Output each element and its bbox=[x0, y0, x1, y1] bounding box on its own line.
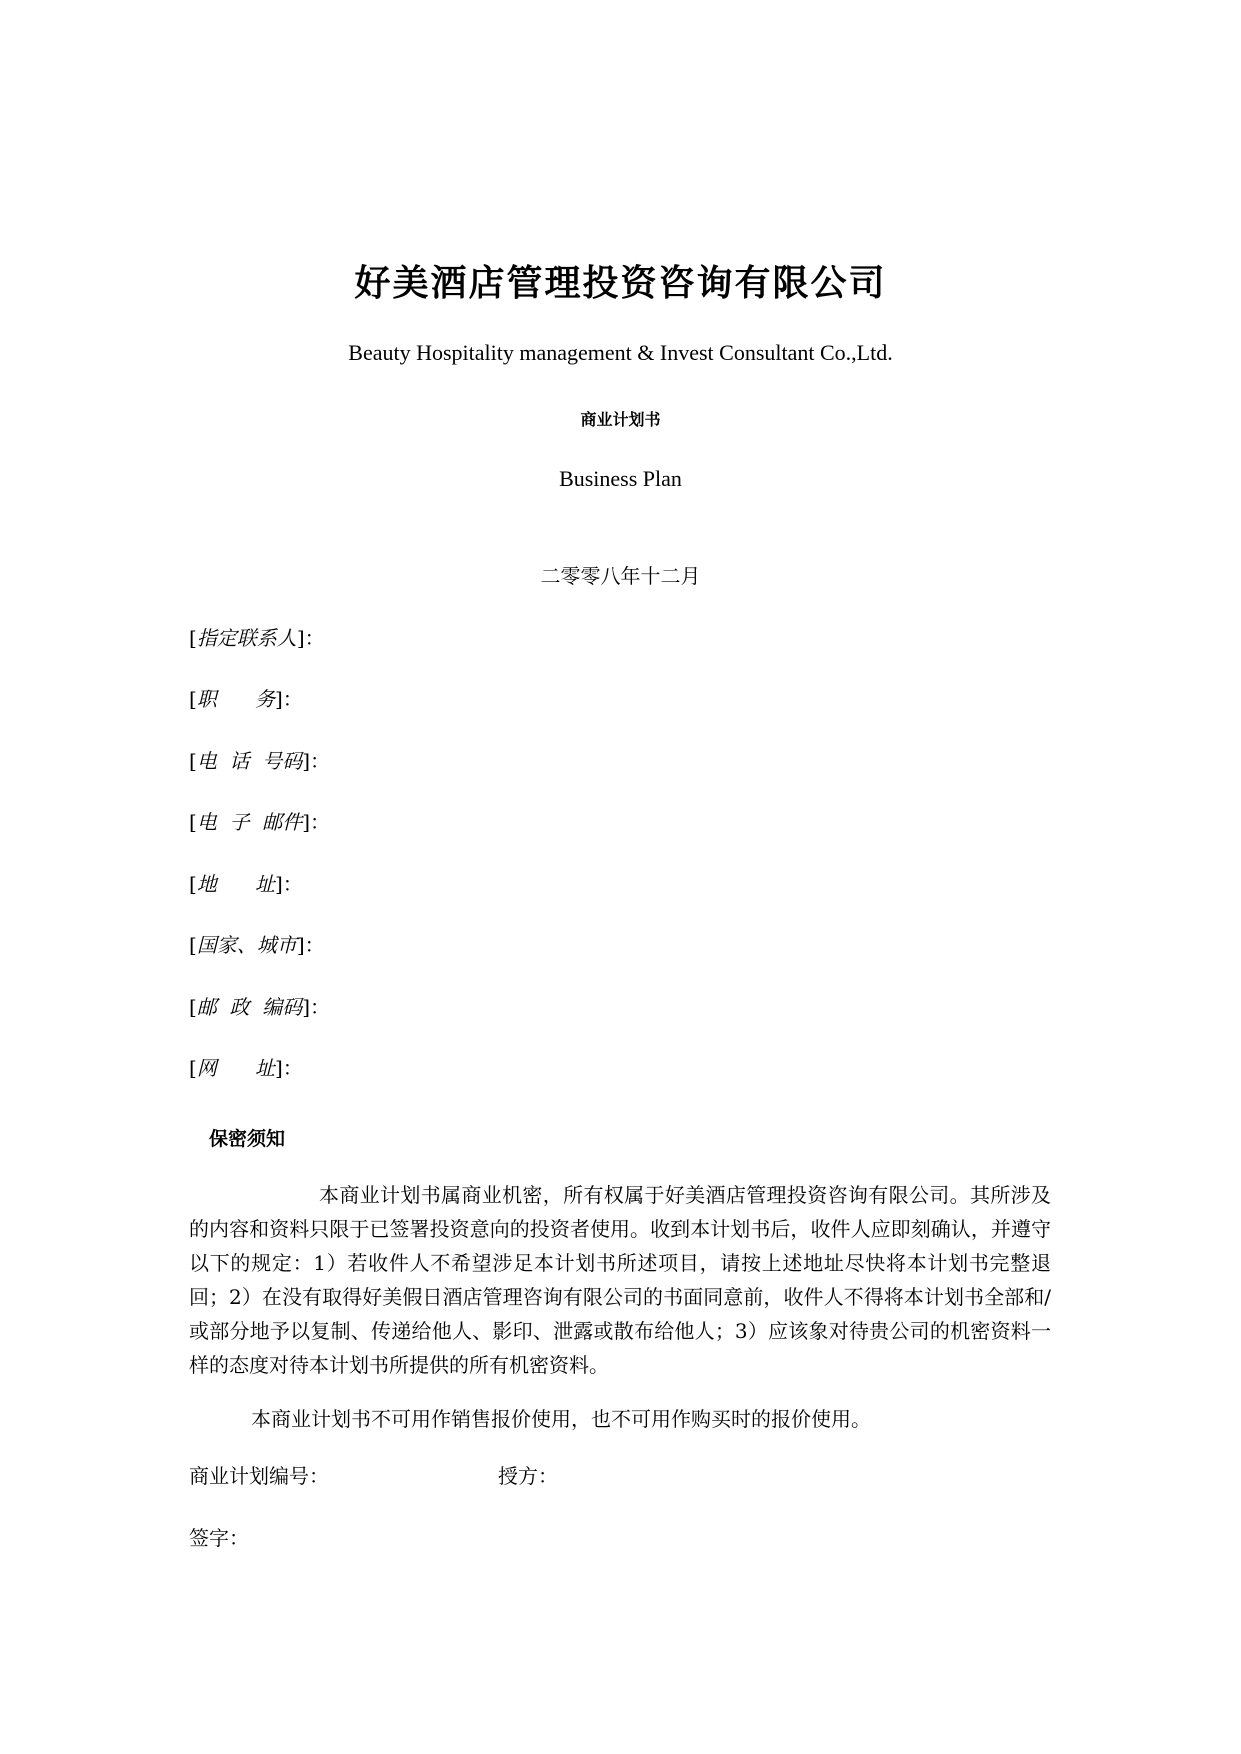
grantee-label: 授方： bbox=[498, 1464, 558, 1488]
document-type-cn: 商业计划书 bbox=[580, 410, 661, 429]
field-label: 电 话 号码 bbox=[196, 749, 303, 773]
document-type-en: Business Plan bbox=[559, 466, 682, 491]
contact-field-address: [地 址]： bbox=[189, 872, 303, 896]
contact-field-email: [电 子 邮件]： bbox=[189, 810, 331, 834]
contact-field-phone: [电 话 号码]： bbox=[189, 749, 331, 773]
plan-number-label: 商业计划编号： bbox=[189, 1464, 329, 1488]
field-label: 电 子 邮件 bbox=[196, 810, 303, 834]
contact-field-website: [网 址]： bbox=[189, 1056, 303, 1080]
field-label: 指定联系人 bbox=[196, 626, 297, 650]
signature-label: 签字： bbox=[189, 1526, 249, 1550]
contact-field-contact-person: [指定联系人]： bbox=[189, 626, 325, 650]
field-label: 职 务 bbox=[196, 687, 275, 711]
price-disclaimer-paragraph: 本商业计划书不可用作销售报价使用，也不可用作购买时的报价使用。 bbox=[251, 1407, 871, 1431]
field-label: 网 址 bbox=[196, 1056, 275, 1080]
company-name-cn: 好美酒店管理投资咨询有限公司 bbox=[354, 262, 887, 304]
confidentiality-heading: 保密须知 bbox=[209, 1128, 286, 1150]
document-date: 二零零八年十二月 bbox=[540, 564, 701, 588]
contact-field-country-city: [国家、城市]： bbox=[189, 933, 325, 957]
field-label: 地 址 bbox=[196, 872, 275, 896]
field-label: 国家、城市 bbox=[196, 933, 297, 957]
contact-field-position: [职 务]： bbox=[189, 687, 303, 711]
company-name-en: Beauty Hospitality management & Invest Consultant Co.,Ltd. bbox=[348, 340, 893, 365]
field-label: 邮 政 编码 bbox=[196, 995, 303, 1019]
confidentiality-paragraph: 本商业计划书属商业机密，所有权属于好美酒店管理投资咨询有限公司。其所涉及的内容和资料只限于已签署投资意向的投资者使用。收到本计划书后，收件人应即刻确认，并遵守以下的规定：1）若收件人不希望涉足本计划书所述项目，请按上述地址尽快将本计划书完整退回；2）在没有取得好美假日酒店管理咨询有限公司的书面同意前，收件人不得将本计划书全部和/或部分地予以复制、传递给他人、影印、泄露或散布给他人；3）应该象对待贵公司的机密资料一样的态度对待本计划书所提供的所有机密资料。 bbox=[189, 1183, 1051, 1377]
contact-field-postal-code: [邮 政 编码]： bbox=[189, 995, 331, 1019]
